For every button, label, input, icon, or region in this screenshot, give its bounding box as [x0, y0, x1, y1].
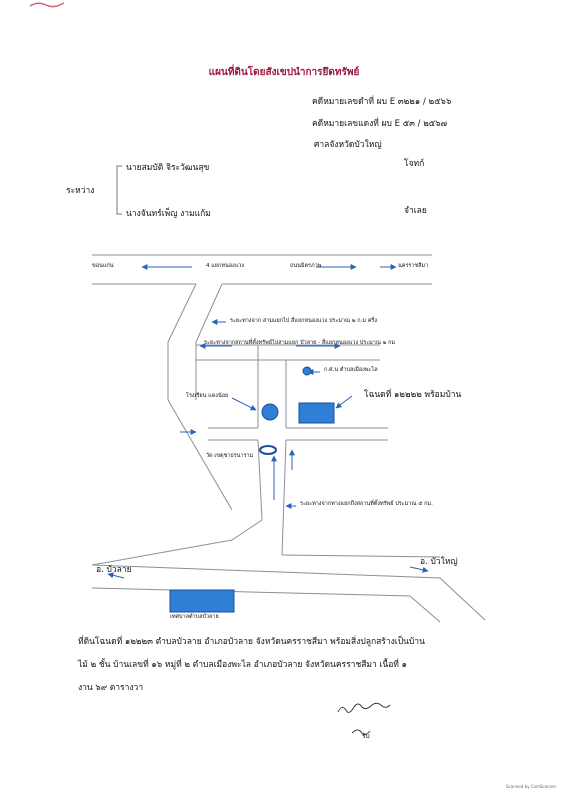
footer-line-1: ที่ดินโฉนดที่ ๑๒๒๒๓ ตำบลบัวลาย อำเภอบัวลาย จังหวัดนครราชสีมา พร้อมสิ่งปลูกสร้างเป็นบ้าน: [78, 637, 425, 647]
party-bracket: [117, 166, 122, 214]
land-building: [299, 403, 334, 423]
case-red-number: คดีหมายเลขแดงที่ ผบ E ๕๓ / ๒๕๖๗: [312, 119, 448, 129]
label-khon-kaen: ขอนแก่น: [92, 263, 114, 269]
note-distance-1: ระยะทางจาก สามแยกไป สี่แยกหนองแวง ประมาณ ๒ ก.ม ครึ่ง: [230, 318, 378, 324]
school-marker: [262, 404, 278, 420]
court-name: ศาลจังหวัดบัวใหญ่: [314, 140, 382, 150]
main-road: [92, 255, 432, 284]
signature-role: รับ: [362, 732, 370, 740]
label-municipality: เทศบาลตำบลบัวลาย: [170, 614, 219, 620]
case-black-number: คดีหมายเลขดำที่ ผบ E ๓๒๒๑ / ๒๕๖๖: [312, 97, 452, 107]
office-marker: [303, 367, 311, 375]
plaintiff-role: โจทก์: [404, 159, 425, 169]
footer-line-2: ไม้ ๒ ชั้น บ้านเลขที่ ๑๖ หมู่ที่ ๒ ตำบลเมืองพะไล อำเภอบัวลาย จังหวัดนครราชสีมา เนื้อที่ ๑: [78, 660, 408, 670]
bottom-road: [92, 540, 485, 622]
village-road: [208, 345, 388, 555]
defendant-role: จำเลย: [404, 206, 427, 216]
temple-marker: [260, 446, 276, 454]
label-school: โรงเรียน แดงน้อย: [186, 393, 229, 399]
document-title: แผนที่ดินโดยสังเขปนำการยึดทรัพย์: [208, 67, 360, 78]
road-arrows: [108, 267, 428, 578]
label-temple: วัด เขตุชาธรนาราม: [206, 453, 254, 459]
plaintiff-name: นายสมบัติ จิระวัฒนสุข: [126, 163, 210, 173]
label-office: ก.ศ.น ตำบลเมืองพะไล: [324, 367, 378, 373]
municipality-building: [170, 590, 234, 612]
label-nakhon-ratchasima: นครราชสีมา: [398, 263, 429, 269]
label-district-right: อ. บัวใหญ่: [420, 557, 458, 567]
note-distance-2: ระยะทางจากสถานที่ตั้งทรัพย์ไปสามแยก บัวลาย - สี่แยกหนองแวง ประมาณ ๒ กม: [204, 340, 396, 346]
scanner-mark: Scanned by CamScanner: [506, 784, 557, 789]
note-distance-3: ระยะทางจากทางแยกถึงสถานที่ตั้งทรัพย์ ประมาณ ๕ กม.: [300, 501, 433, 507]
label-mittraphap: ถนนมิตรภาพ: [290, 263, 322, 269]
between-label: ระหว่าง: [66, 186, 95, 196]
label-district-left: อ. บัวลาย: [96, 565, 132, 575]
label-nong-waeng: 4 แยกหนองแวง: [206, 263, 245, 269]
label-land: โฉนดที่ ๑๒๒๒๒ พร้อมบ้าน: [364, 390, 462, 400]
handwritten-signature: [338, 703, 390, 734]
footer-line-3: งาน ๖๙ ตารางวา: [78, 683, 144, 693]
defendant-name: นางจันทร์เพ็ญ งามแก้ม: [126, 209, 211, 219]
